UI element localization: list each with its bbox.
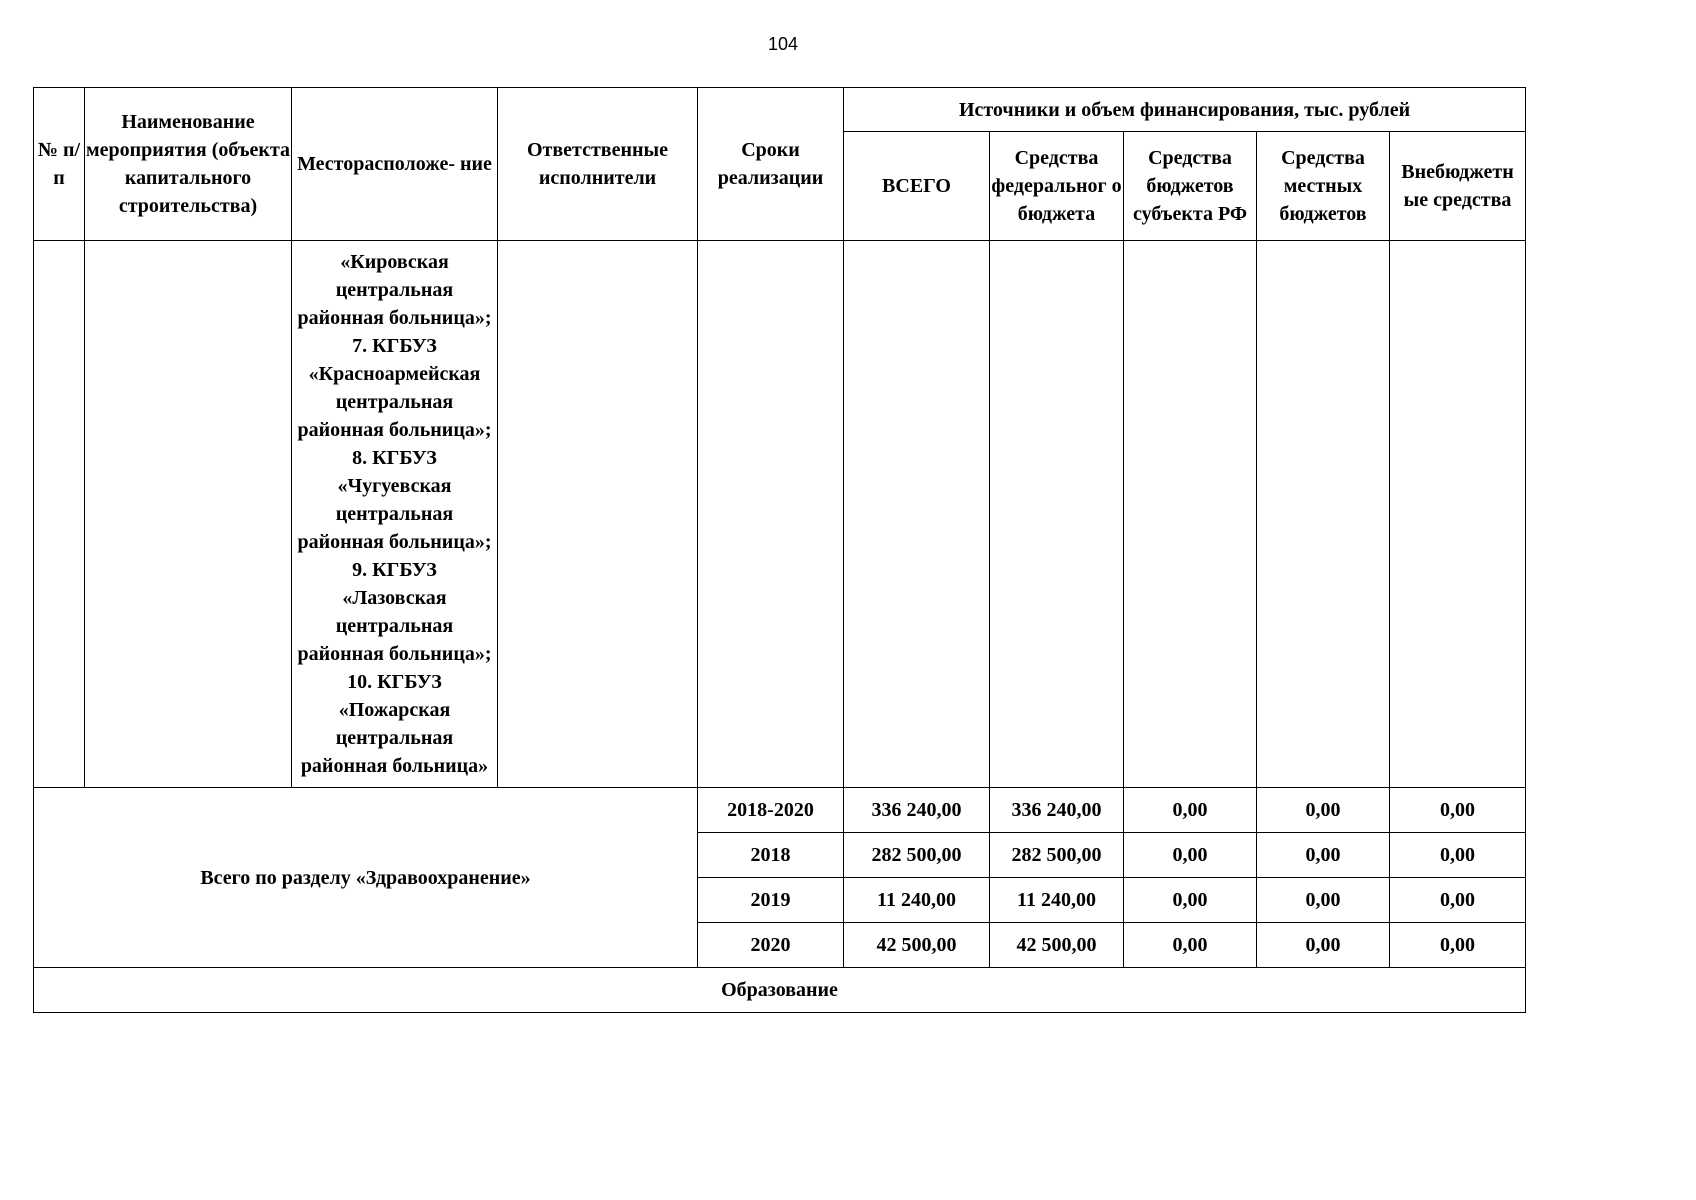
- total-period: 2018-2020: [698, 788, 844, 833]
- header-executors: Ответственные исполнители: [498, 88, 698, 241]
- location-line: центральная: [335, 615, 454, 637]
- total-all: 282 500,00: [844, 833, 990, 878]
- total-subject: 0,00: [1124, 923, 1257, 968]
- location-line: 10. КГБУЗ: [347, 671, 442, 693]
- location-cell: [292, 241, 498, 788]
- location-line: районная больница»;: [297, 531, 492, 553]
- location-line: центральная: [335, 503, 454, 525]
- total-subject: 0,00: [1124, 833, 1257, 878]
- total-period: 2019: [698, 878, 844, 923]
- header-funding-group: Источники и объем финансирования, тыс. рублей: [844, 88, 1526, 132]
- header-name: Наименование мероприятия (объекта капитального строительства): [85, 88, 292, 241]
- header-extrabudget: Внебюджетн ые средства: [1390, 132, 1526, 241]
- location-line: районная больница»;: [297, 419, 492, 441]
- total-subject: 0,00: [1124, 788, 1257, 833]
- location-line: районная больница»;: [297, 643, 492, 665]
- header-terms: Сроки реализации: [698, 88, 844, 241]
- total-extrabudget: 0,00: [1390, 878, 1526, 923]
- total-extrabudget: 0,00: [1390, 923, 1526, 968]
- total-all: 42 500,00: [844, 923, 990, 968]
- location-line: центральная: [335, 727, 454, 749]
- total-federal: 282 500,00: [990, 833, 1124, 878]
- location-line: «Красноармейская: [308, 363, 481, 385]
- header-federal: Средства федеральног о бюджета: [990, 132, 1124, 241]
- section-heading: Образование: [34, 968, 1526, 1013]
- header-location: Месторасположе- ние: [292, 88, 498, 241]
- header-total: ВСЕГО: [844, 132, 990, 241]
- financing-table: [33, 87, 1526, 1013]
- location-line: центральная: [335, 279, 454, 301]
- total-local: 0,00: [1257, 833, 1390, 878]
- body-local-cell: [1257, 241, 1390, 788]
- total-period: 2020: [698, 923, 844, 968]
- header-subject: Средства бюджетов субъекта РФ: [1124, 132, 1257, 241]
- total-local: 0,00: [1257, 923, 1390, 968]
- page-number: 104: [767, 34, 799, 54]
- body-extrabudget-cell: [1390, 241, 1526, 788]
- body-terms-cell: [698, 241, 844, 788]
- total-local: 0,00: [1257, 878, 1390, 923]
- total-all: 336 240,00: [844, 788, 990, 833]
- total-all: 11 240,00: [844, 878, 990, 923]
- total-federal: 42 500,00: [990, 923, 1124, 968]
- location-line: районная больница»: [300, 755, 489, 777]
- body-num-cell: [34, 241, 85, 788]
- location-line: центральная: [335, 391, 454, 413]
- location-line: «Пожарская: [338, 699, 451, 721]
- header-local: Средства местных бюджетов: [1257, 132, 1390, 241]
- location-line: «Лазовская: [342, 587, 447, 609]
- header-num: № п/п: [34, 88, 85, 241]
- total-federal: 11 240,00: [990, 878, 1124, 923]
- total-extrabudget: 0,00: [1390, 788, 1526, 833]
- location-line: 7. КГБУЗ: [352, 335, 437, 357]
- location-line: «Кировская: [340, 251, 449, 273]
- body-name-cell: [85, 241, 292, 788]
- body-subject-cell: [1124, 241, 1257, 788]
- total-subject: 0,00: [1124, 878, 1257, 923]
- total-extrabudget: 0,00: [1390, 833, 1526, 878]
- body-total-cell: [844, 241, 990, 788]
- body-executors-cell: [498, 241, 698, 788]
- total-label: Всего по разделу «Здравоохранение»: [34, 788, 698, 968]
- location-line: районная больница»;: [297, 307, 492, 329]
- location-line: «Чугуевская: [337, 475, 452, 497]
- total-period: 2018: [698, 833, 844, 878]
- location-line: 9. КГБУЗ: [352, 559, 437, 581]
- total-row: [34, 788, 1526, 833]
- location-line: 8. КГБУЗ: [352, 447, 437, 469]
- total-federal: 336 240,00: [990, 788, 1124, 833]
- total-local: 0,00: [1257, 788, 1390, 833]
- body-federal-cell: [990, 241, 1124, 788]
